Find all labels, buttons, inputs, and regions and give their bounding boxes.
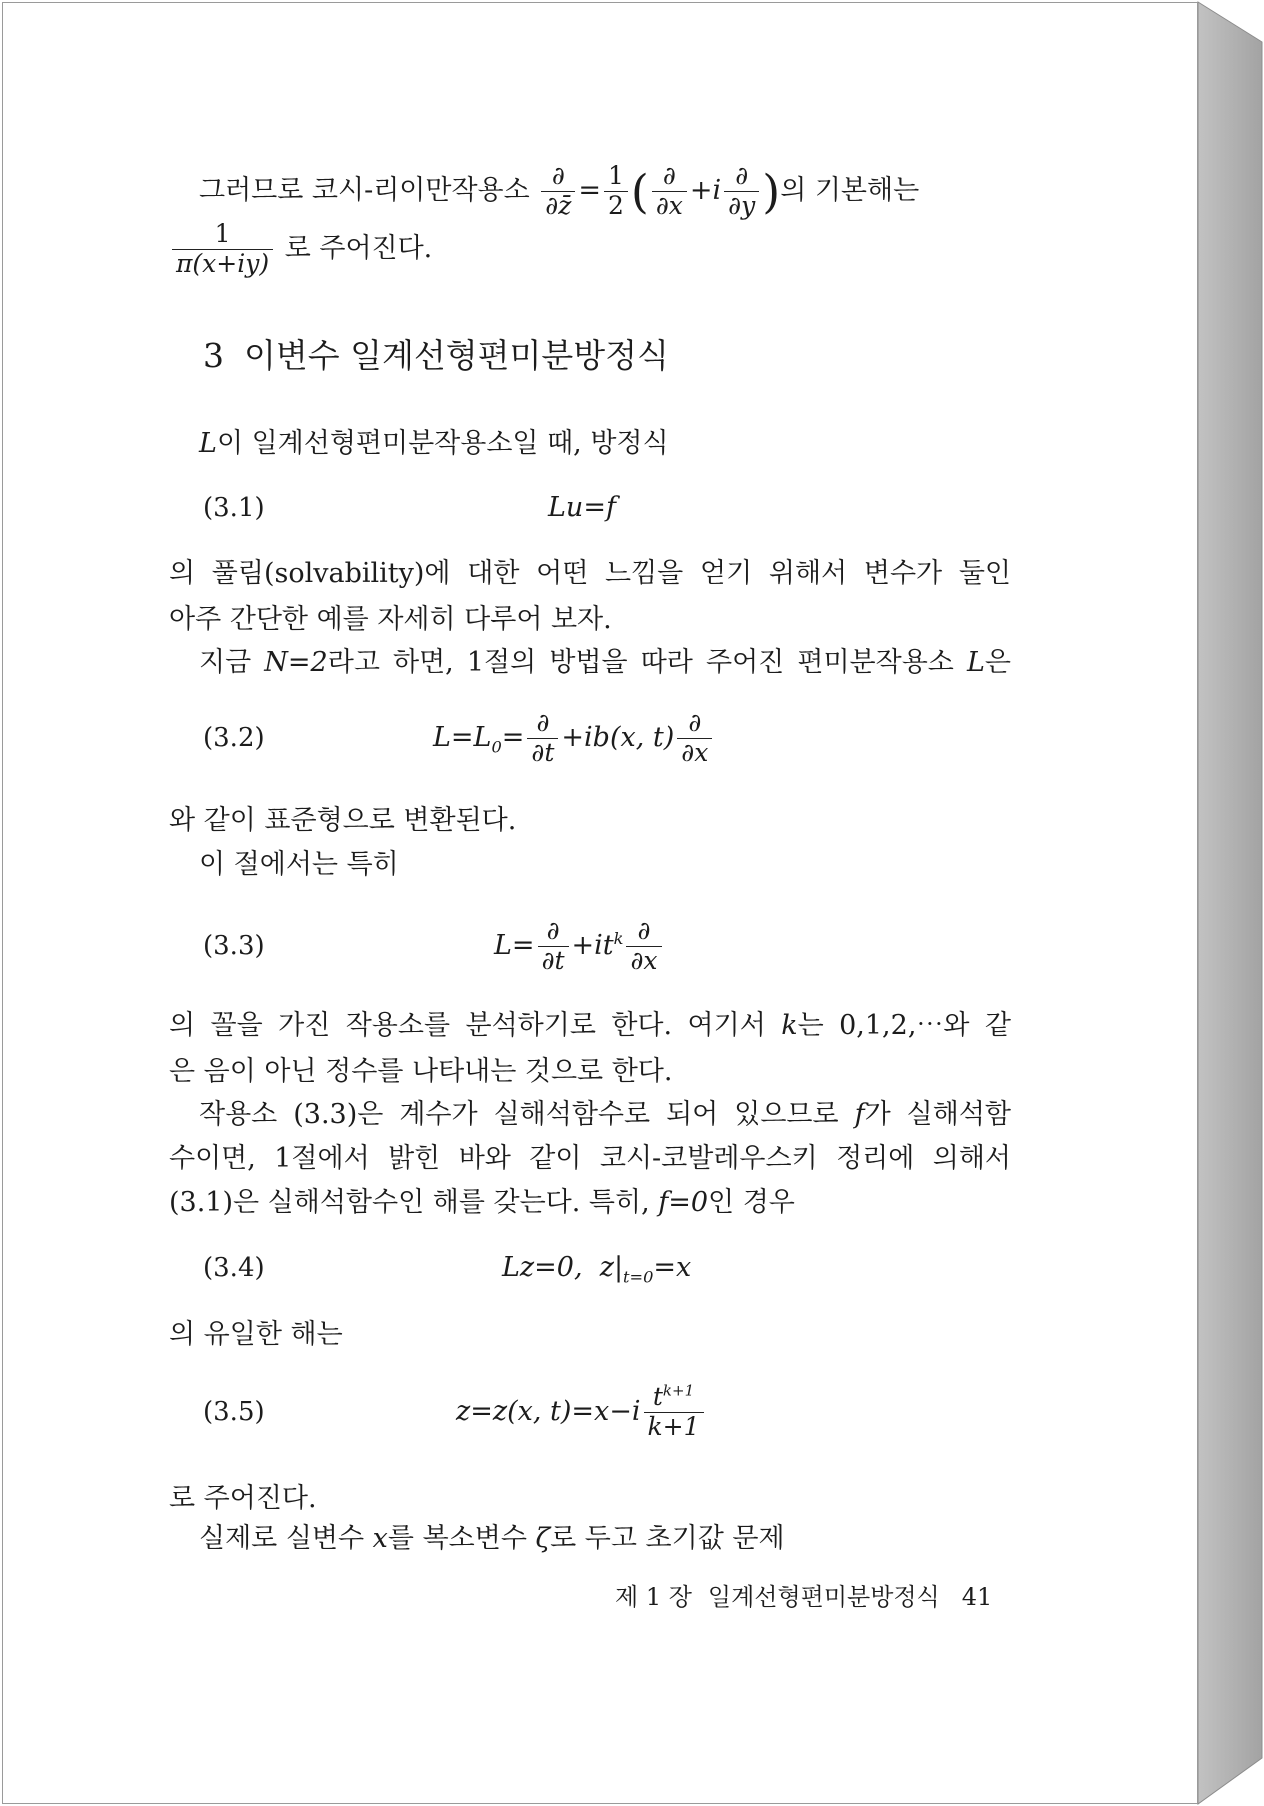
- var-f: f: [854, 1099, 865, 1130]
- intro-text-after: 의 기본해는: [780, 175, 920, 206]
- equation-3-2: [203, 703, 903, 773]
- page-footer: [615, 1579, 992, 1615]
- equals-sign: =: [578, 175, 602, 206]
- dx-fraction: [626, 917, 661, 976]
- dt-numerator: ∂: [546, 916, 560, 946]
- para-analytic-text-d: 인 경우: [708, 1187, 795, 1218]
- page-number: 41: [961, 1583, 993, 1611]
- middle-exponent: k: [613, 929, 624, 948]
- dt-fraction: [538, 917, 569, 976]
- dzbar-denominator: ∂z̄: [541, 191, 575, 221]
- numerator-base: t: [652, 1382, 663, 1412]
- equation-body: Lu=f: [548, 492, 616, 523]
- paren-open: (: [630, 164, 649, 219]
- power-denominator: k+1: [644, 1412, 704, 1442]
- para-now-text-a: 지금: [199, 647, 265, 678]
- para-solvability-line-1: 의 풀림(solvability)에 대한 어떤 느낌을 얻기 위해서 변수가 둘인: [169, 558, 1011, 589]
- part-a: Lz=0,: [502, 1252, 583, 1283]
- equation-label: (3.3): [203, 931, 265, 961]
- paren-close: ): [762, 164, 781, 219]
- part-b-subscript: t=0: [623, 1267, 654, 1287]
- math-N-equals-2: N=2: [264, 647, 328, 678]
- lhs: z=z(x, t)=x−i: [456, 1396, 641, 1427]
- para-particular: 이 절에서는 특히: [199, 849, 399, 880]
- equation-label: (3.2): [203, 723, 265, 753]
- dt-fraction: [527, 709, 558, 768]
- dy-denominator: ∂y: [724, 191, 759, 221]
- equation-label: (3.4): [203, 1253, 265, 1283]
- para-form-line-2: 은 음이 아닌 정수를 나타내는 것으로 한다.: [169, 1056, 673, 1087]
- dx-numerator: ∂: [637, 916, 651, 946]
- dt-denominator: ∂t: [538, 946, 569, 976]
- para-unique: 의 유일한 해는: [169, 1319, 343, 1350]
- equation-3-4: [203, 1248, 903, 1288]
- dx-numerator: ∂: [688, 708, 702, 738]
- power-numerator: [649, 1383, 698, 1412]
- dx-denominator: ∂x: [626, 946, 661, 976]
- lhs-subscript: 0: [491, 737, 502, 757]
- para-now: [199, 643, 1011, 683]
- para-analytic-line-2: 수이면, 1절에서 밝힌 바와 같이 코시-코발레우스키 정리에 의해서: [169, 1143, 1011, 1174]
- dx-denominator: ∂x: [652, 191, 687, 221]
- fundamental-solution-fraction: [172, 220, 273, 279]
- var-zeta: ζ: [535, 1523, 551, 1554]
- equation-label: (3.5): [203, 1397, 265, 1427]
- equation-body: [494, 911, 665, 981]
- para-actually-text-a: 실제로 실변수: [199, 1523, 373, 1554]
- dy-fraction: [724, 162, 759, 221]
- equation-body: [502, 1248, 691, 1288]
- equation-label: (3.1): [203, 493, 265, 523]
- var-L: L: [966, 647, 985, 678]
- lhs: L=: [494, 930, 535, 961]
- var-x: x: [372, 1523, 388, 1554]
- half-denominator: 2: [604, 191, 628, 221]
- para-actually: [199, 1519, 785, 1559]
- para-operator: [199, 424, 669, 464]
- equation-3-1: [203, 488, 803, 528]
- dx-numerator: ∂: [662, 161, 676, 191]
- para-actually-text-c: 로 두고 초기값 문제: [550, 1523, 785, 1554]
- intro-line-2: [169, 214, 432, 284]
- para-analytic-line-1: [199, 1095, 1011, 1135]
- para-solvability-line-2: 아주 간단한 예를 자세히 다루어 보자.: [169, 604, 612, 635]
- dt-denominator: ∂t: [527, 738, 558, 768]
- math-f-equals-0: f=0: [658, 1187, 709, 1218]
- dx-denominator: ∂x: [677, 738, 712, 768]
- equation-body: [456, 1372, 707, 1452]
- dzbar-fraction: [541, 162, 575, 221]
- var-k: k: [781, 1010, 798, 1041]
- dzbar-numerator: ∂: [551, 161, 565, 191]
- section-number: 3: [203, 336, 224, 375]
- numerator-exponent: k+1: [662, 1381, 695, 1400]
- section-heading: [203, 332, 669, 380]
- half-numerator: 1: [608, 161, 624, 191]
- plus-i: +i: [689, 175, 722, 206]
- equation-body: [433, 703, 715, 773]
- para-form-text-b: 는 0,1,2,⋯와 같: [797, 1010, 1011, 1041]
- part-c: =x: [653, 1252, 692, 1283]
- para-operator-text: 이 일계선형편미분작용소일 때, 방정식: [216, 428, 669, 459]
- section-title: 이변수 일계선형편미분방정식: [244, 336, 669, 375]
- equation-3-5: [203, 1372, 903, 1452]
- middle-term: +it: [571, 930, 614, 961]
- book-edge: [1198, 2, 1262, 1804]
- para-standard: 와 같이 표준형으로 변환된다.: [169, 805, 517, 836]
- dx-fraction: [677, 709, 712, 768]
- lhs-b: =: [501, 722, 525, 753]
- para-given: 로 주어진다.: [169, 1483, 317, 1514]
- para-analytic-text-c: (3.1)은 실해석함수인 해를 갖는다. 특히,: [169, 1187, 659, 1218]
- para-analytic-text-b: 가 실해석함: [864, 1099, 1011, 1130]
- footer-title: 일계선형편미분방정식: [707, 1583, 940, 1611]
- para-analytic-text-a: 작용소 (3.3)은 계수가 실해석함수로 되어 있으므로: [199, 1099, 855, 1130]
- para-now-text-c: 은: [984, 647, 1012, 678]
- para-analytic-line-3: [169, 1183, 795, 1223]
- footer-chapter: 제 1 장: [615, 1583, 692, 1611]
- half-fraction: [604, 162, 628, 221]
- book-page: [2, 2, 1198, 1804]
- var-L: L: [199, 428, 217, 459]
- dy-numerator: ∂: [735, 161, 749, 191]
- dx-fraction: [652, 162, 687, 221]
- dt-numerator: ∂: [536, 708, 550, 738]
- para-actually-text-b: 를 복소변수: [387, 1523, 536, 1554]
- intro-line-2-text: 로 주어진다.: [276, 233, 433, 264]
- lhs-a: L=L: [433, 722, 492, 753]
- intro-text-before: 그러므로 코시-리이만작용소: [199, 175, 539, 206]
- middle-term: +ib(x, t): [561, 722, 675, 753]
- fundamental-numerator: 1: [214, 219, 231, 249]
- para-form-line-1: [169, 1006, 1011, 1046]
- fundamental-denominator: π(x+iy): [172, 249, 273, 279]
- equation-3-3: [203, 911, 903, 981]
- power-fraction: [644, 1383, 704, 1442]
- para-form-text-a: 의 꼴을 가진 작용소를 분석하기로 한다. 여기서: [169, 1010, 782, 1041]
- part-b: z|: [599, 1252, 624, 1283]
- para-now-text-b: 라고 하면, 1절의 방법을 따라 주어진 편미분작용소: [327, 647, 967, 678]
